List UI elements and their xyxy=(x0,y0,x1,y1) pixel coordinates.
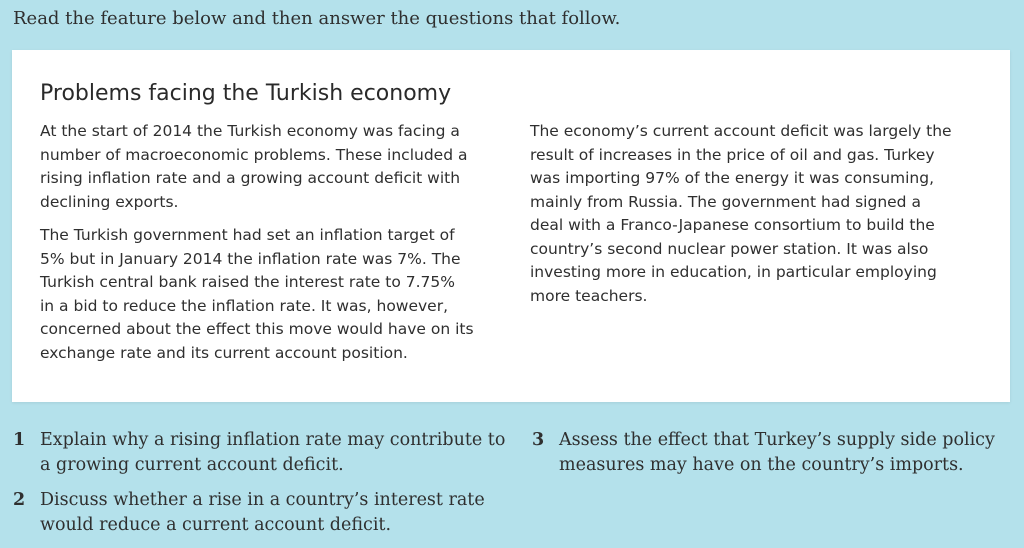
feature-paragraph xyxy=(530,120,990,308)
text-line: result of increases in the price of oil and gas. Turkey xyxy=(530,145,935,164)
text-line: 5% but in January 2014 the inflation rate was 7%. The xyxy=(40,249,461,268)
text-line: Explain why a rising inflation rate may contribute to xyxy=(40,430,506,450)
feature-box xyxy=(12,50,1010,402)
text-line: The economy’s current account deficit was largely the xyxy=(530,122,952,140)
text-line: At the start of 2014 the Turkish economy was facing a xyxy=(40,122,460,140)
text-line: would reduce a current account deficit. xyxy=(40,515,392,535)
text-line: country’s second nuclear power station. It was also xyxy=(530,239,929,258)
text-line: number of macroeconomic problems. These included a xyxy=(40,145,468,164)
text-line: in a bid to reduce the inflation rate. It was, however, xyxy=(40,296,449,315)
text-line: exchange rate and its current account position. xyxy=(40,343,408,362)
question-text xyxy=(559,428,1012,478)
feature-title: Problems facing the Turkish economy xyxy=(40,81,452,106)
text-line: concerned about the effect this move would have on its xyxy=(40,320,474,338)
question-number: 2 xyxy=(13,490,26,510)
questions-column-left xyxy=(13,428,513,548)
feature-column-right xyxy=(530,120,990,318)
text-line: more teachers. xyxy=(530,286,648,305)
question-item xyxy=(13,428,513,478)
instruction-text: Read the feature below and then answer the questions that follow. xyxy=(13,8,621,29)
text-line: The Turkish government had set an inflation target of xyxy=(40,226,455,244)
question-number: 1 xyxy=(13,430,26,450)
text-line: investing more in education, in particular employing xyxy=(530,263,937,281)
text-line: declining exports. xyxy=(40,192,179,211)
text-line: Discuss whether a rise in a country’s interest rate xyxy=(40,490,485,510)
text-line: a growing current account deficit. xyxy=(40,455,344,475)
text-line: deal with a Franco-Japanese consortium to build the xyxy=(530,216,935,234)
text-line: measures may have on the country’s imports. xyxy=(559,455,964,475)
question-item xyxy=(13,488,513,538)
question-text xyxy=(40,488,513,538)
question-item xyxy=(532,428,1012,478)
feature-paragraph xyxy=(40,120,510,214)
text-line: rising inflation rate and a growing account deficit with xyxy=(40,169,461,187)
text-line: Turkish central bank raised the interest rate to 7.75% xyxy=(40,273,455,291)
question-text xyxy=(40,428,513,478)
text-line: mainly from Russia. The government had signed a xyxy=(530,192,921,211)
feature-column-left xyxy=(40,120,510,375)
question-number: 3 xyxy=(532,430,545,450)
feature-paragraph xyxy=(40,224,510,365)
questions-column-right xyxy=(532,428,1012,488)
text-line: Assess the effect that Turkey’s supply side policy xyxy=(559,430,995,450)
text-line: was importing 97% of the energy it was consuming, xyxy=(530,169,935,187)
